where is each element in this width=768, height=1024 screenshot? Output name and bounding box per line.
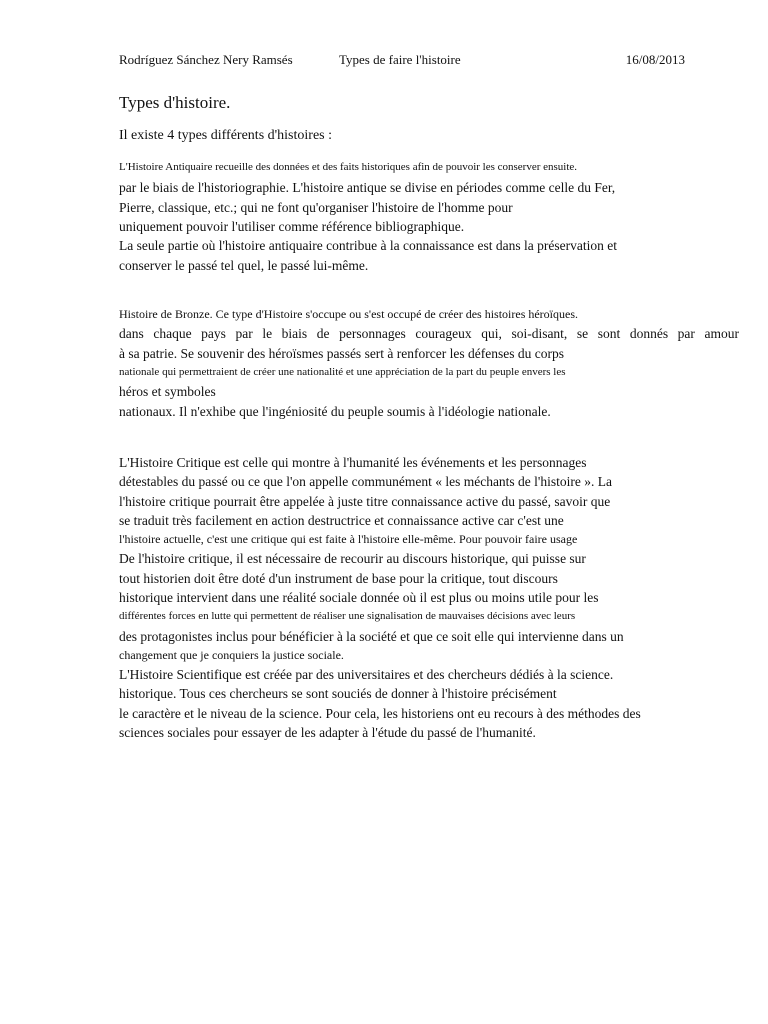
paragraph-line: conserver le passé tel quel, le passé lui-même.	[119, 258, 369, 273]
paragraph-line: différentes forces en lutte qui permettent de réaliser une signalisation de mauvaises décisions avec leurs	[119, 610, 576, 622]
paragraph-line: dans chaque pays par le biais de personnages courageux qui, soi-disant, se sont donnés par amour	[119, 326, 739, 341]
paragraph-line: uniquement pouvoir l'utiliser comme référence bibliographique.	[119, 219, 465, 234]
paragraph-line: L'Histoire Scientifique est créée par des universitaires et des chercheurs dédiés à la science.	[119, 667, 614, 682]
paragraph-line: se traduit très facilement en action destructrice et connaissance active car c'est une	[119, 513, 564, 528]
paragraph-line: à sa patrie. Se souvenir des héroïsmes passés sert à renforcer les défenses du corps	[119, 346, 564, 361]
paragraph-line: des protagonistes inclus pour bénéficier à la société et que ce soit elle qui intervienne dans un	[119, 629, 624, 644]
paragraph-line: l'histoire actuelle, c'est une critique qui est faite à l'histoire elle-même. Pour pouvoir faire usage	[119, 532, 578, 546]
header-author: Rodríguez Sánchez Nery Ramsés	[119, 52, 293, 67]
paragraph-line: De l'histoire critique, il est nécessaire de recourir au discours historique, qui puisse sur	[119, 551, 586, 566]
paragraph-line: détestables du passé ou ce que l'on appelle communément « les méchants de l'histoire ». La	[119, 474, 612, 489]
paragraph-line: La seule partie où l'histoire antiquaire contribue à la connaissance est dans la préservation et	[119, 238, 617, 253]
paragraph-line: sciences sociales pour essayer de les adapter à l'étude du passé de l'humanité.	[119, 725, 536, 740]
paragraph-line: tout historien doit être doté d'un instrument de base pour la critique, tout discours	[119, 571, 558, 586]
header-date: 16/08/2013	[625, 52, 685, 67]
header-topic: Types de faire l'histoire	[339, 52, 461, 67]
document-title: Types d'histoire.	[119, 93, 231, 112]
paragraph-line: nationaux. Il n'exhibe que l'ingéniosité du peuple soumis à l'idéologie nationale.	[119, 404, 551, 419]
page-header	[119, 52, 689, 70]
paragraph-line: historique. Tous ces chercheurs se sont souciés de donner à l'histoire précisément	[119, 686, 557, 701]
paragraph-line: changement que je conquiers la justice sociale.	[119, 648, 344, 662]
paragraph-line: héros et symboles	[119, 384, 216, 399]
paragraph-line: l'histoire critique pourrait être appelée à juste titre connaissance active du passé, savoir que	[119, 494, 611, 509]
paragraph-line: Histoire de Bronze. Ce type d'Histoire s'occupe ou s'est occupé de créer des histoires héroïques.	[119, 307, 579, 321]
paragraph-line: L'Histoire Critique est celle qui montre à l'humanité les événements et les personnages	[119, 455, 587, 470]
paragraph-line: Pierre, classique, etc.; qui ne font qu'organiser l'histoire de l'homme pour	[119, 200, 513, 215]
intro-text: Il existe 4 types différents d'histoires :	[119, 128, 333, 143]
paragraph-line: historique intervient dans une réalité sociale donnée où il est plus ou moins utile pour les	[119, 590, 599, 605]
paragraph-line: L'Histoire Antiquaire recueille des données et des faits historiques afin de pouvoir les conserver ensuite.	[119, 161, 578, 173]
paragraph-line: nationale qui permettraient de créer une nationalité et une appréciation de la part du peuple envers les	[119, 366, 566, 378]
paragraph-line: le caractère et le niveau de la science. Pour cela, les historiens ont eu recours à des méthodes des	[119, 706, 641, 721]
paragraph-line: par le biais de l'historiographie. L'histoire antique se divise en périodes comme celle du Fer,	[119, 180, 616, 195]
